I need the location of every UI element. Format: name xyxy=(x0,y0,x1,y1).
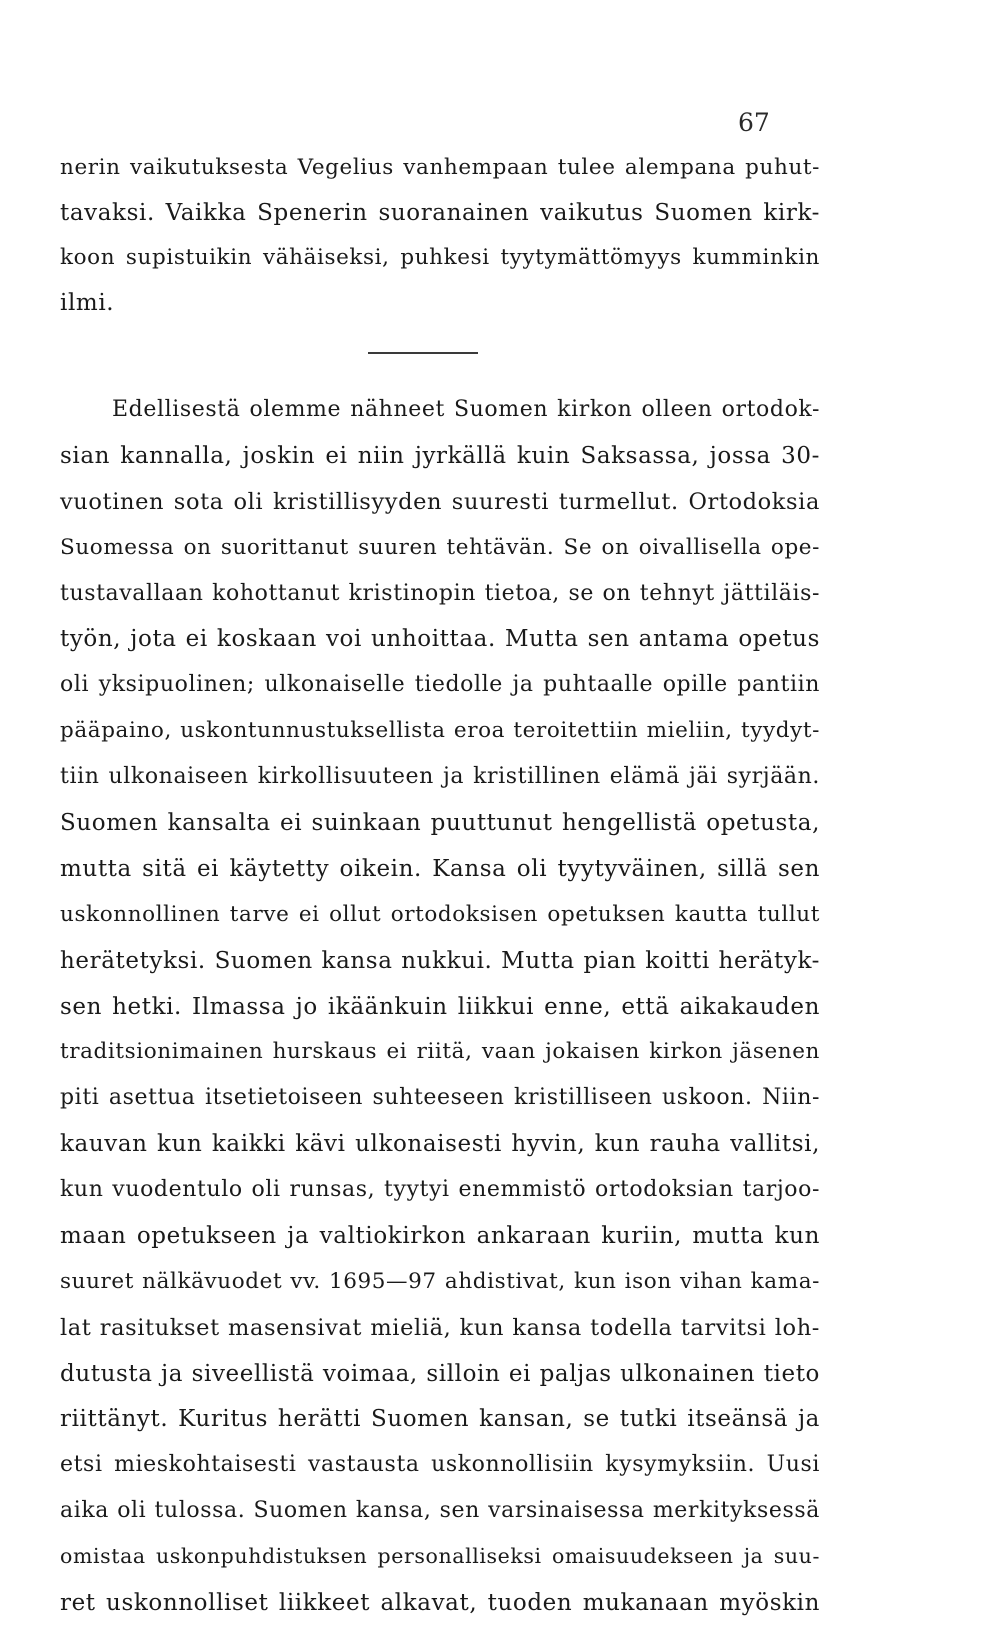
text-line: uskonnollinen tarve ei ollut ortodoksisen opetuksen kautta tullut xyxy=(60,902,820,927)
text-line: kauvan kun kaikki kävi ulkonaisesti hyvin, kun rauha vallitsi, xyxy=(60,1131,820,1157)
text-line: tavaksi. Vaikka Spenerin suoranainen vaikutus Suomen kirk- xyxy=(60,200,820,226)
text-line: ret uskonnolliset liikkeet alkavat, tuoden mukanaan myöskin xyxy=(60,1590,820,1616)
text-line: lat rasitukset masensivat mieliä, kun kansa todella tarvitsi loh- xyxy=(60,1315,820,1341)
text-line: ilmi. xyxy=(60,290,115,316)
text-line: riittänyt. Kuritus herätti Suomen kansan, se tutki itseänsä ja xyxy=(60,1406,820,1432)
page-number: 67 xyxy=(738,108,770,137)
section-divider xyxy=(368,352,478,354)
text-line: nerin vaikutuksesta Vegelius vanhempaan tulee alempana puhut- xyxy=(60,155,820,180)
text-line: herätetyksi. Suomen kansa nukkui. Mutta pian koitti herätyk- xyxy=(60,948,820,974)
text-line: maan opetukseen ja valtiokirkon ankaraan kuriin, mutta kun xyxy=(60,1223,820,1249)
text-line: piti asettua itsetietoiseen suhteeseen kristilliseen uskoon. Niin- xyxy=(60,1085,820,1110)
text-line: etsi mieskohtaisesti vastausta uskonnollisiin kysymyksiin. Uusi xyxy=(60,1452,820,1477)
text-line: traditsionimainen hurskaus ei riitä, vaan jokaisen kirkon jäsenen xyxy=(60,1039,820,1064)
text-line: tiin ulkonaiseen kirkollisuuteen ja kristillinen elämä jäi syrjään. xyxy=(60,764,820,789)
text-line: kun vuodentulo oli runsas, tyytyi enemmistö ortodoksian tarjoo- xyxy=(60,1177,820,1202)
text-line: sian kannalla, joskin ei niin jyrkällä kuin Saksassa, jossa 30- xyxy=(60,443,820,469)
text-line: omistaa uskonpuhdistuksen personalliseksi omaisuudekseen ja suu- xyxy=(60,1544,820,1568)
text-line: Edellisestä olemme nähneet Suomen kirkon olleen ortodok- xyxy=(112,397,820,422)
text-line: työn, jota ei koskaan voi unhoittaa. Mutta sen antama opetus xyxy=(60,626,820,652)
text-line: Suomessa on suorittanut suuren tehtävän. Se on oivallisella ope- xyxy=(60,535,820,560)
text-line: dutusta ja siveellistä voimaa, silloin ei paljas ulkonainen tieto xyxy=(60,1361,820,1387)
text-line: Suomen kansalta ei suinkaan puuttunut hengellistä opetusta, xyxy=(60,810,820,836)
text-line: mutta sitä ei käytetty oikein. Kansa oli tyytyväinen, sillä sen xyxy=(60,856,820,882)
text-line: koon supistuikin vähäiseksi, puhkesi tyytymättömyys kumminkin xyxy=(60,245,820,270)
text-line: pääpaino, uskontunnustuksellista eroa teroitettiin mieliin, tyydyt- xyxy=(60,718,820,743)
text-line: vuotinen sota oli kristillisyyden suuresti turmellut. Ortodoksia xyxy=(60,489,820,515)
text-line: aika oli tulossa. Suomen kansa, sen varsinaisessa merkityksessä xyxy=(60,1498,820,1523)
text-line: suuret nälkävuodet vv. 1695—97 ahdistivat, kun ison vihan kama- xyxy=(60,1269,820,1294)
text-line: sen hetki. Ilmassa jo ikäänkuin liikkui enne, että aikakauden xyxy=(60,994,820,1020)
text-line: tustavallaan kohottanut kristinopin tietoa, se on tehnyt jättiläis- xyxy=(60,581,820,606)
text-line: oli yksipuolinen; ulkonaiselle tiedolle ja puhtaalle opille pantiin xyxy=(60,672,820,697)
